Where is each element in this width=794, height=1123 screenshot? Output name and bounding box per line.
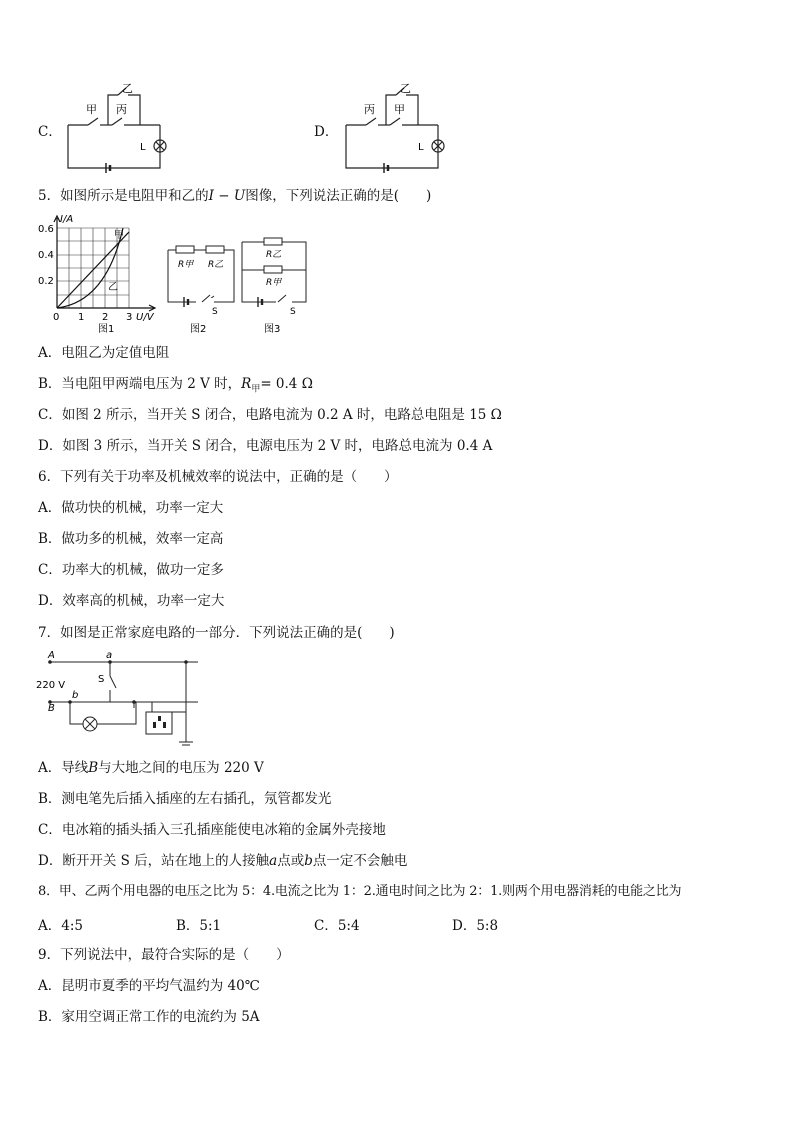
fig1-x-label: U/V <box>136 312 154 323</box>
fig1-curve-jia: 甲 <box>114 230 124 241</box>
q7-option-c: C．电冰箱的插头插入三孔插座能使电冰箱的金属外壳接地 <box>38 822 386 838</box>
wire-b-label: B <box>48 703 55 714</box>
fig1-x-tick: 3 <box>126 312 133 323</box>
q7-option-d-post: 点一定不会触电 <box>312 853 408 869</box>
fig1-y-tick: 0.2 <box>38 276 54 287</box>
fig3-r1: R乙 <box>266 250 282 260</box>
fig2-r1: R甲 <box>178 260 194 270</box>
q6-option-c: C．功率大的机械，做功一定多 <box>38 562 224 578</box>
q6-option-b: B．做功多的机械，效率一定高 <box>38 531 224 547</box>
q8-choice-a: A．4:5 <box>38 918 83 934</box>
q5-option-b-sub: 甲 <box>251 384 261 395</box>
fig1-caption: 图1 <box>98 324 115 335</box>
q7-stem: 7．如图是正常家庭电路的一部分．下列说法正确的是( ) <box>38 625 395 641</box>
q8-choice-d: D．5:8 <box>452 918 499 934</box>
q7-option-d-b: b <box>304 853 313 869</box>
q9-stem: 9．下列说法中，最符合实际的是（ ） <box>38 947 290 963</box>
q7-option-a-b: B <box>88 760 99 776</box>
label-yi: 乙 <box>122 82 133 95</box>
fig2-switch: S <box>212 307 218 317</box>
q5-option-a: A．电阻乙为定值电阻 <box>38 345 170 361</box>
fig2-r2: R乙 <box>208 260 224 270</box>
q5-fig2-circuit <box>164 236 244 336</box>
q6-option-a: A．做功快的机械，功率一定大 <box>38 500 224 516</box>
label-yi: 乙 <box>400 82 411 95</box>
fig1-curve-yi: 乙 <box>108 282 118 293</box>
label-bing: 丙 <box>364 103 375 116</box>
voltage-label: 220 V <box>36 680 66 691</box>
q5-option-b-r: R <box>241 376 252 392</box>
q7-option-d-mid: 点或 <box>277 853 305 869</box>
fig1-y-label: I/A <box>60 214 74 225</box>
q9-option-a: A．昆明市夏季的平均气温约为 40℃ <box>38 978 260 994</box>
q5-stem-iu: I − U <box>208 188 246 204</box>
q5-stem-pre: 5．如图所示是电阻甲和乙的 <box>38 188 209 204</box>
q5-option-b-post: = 0.4 Ω <box>260 376 313 392</box>
q5-option-b-pre: B．当电阻甲两端电压为 2 V 时， <box>38 376 242 392</box>
label-lamp: L <box>140 142 146 153</box>
q5-stem <box>38 187 431 205</box>
q8-choice-c: C．5:4 <box>314 918 360 934</box>
q7-option-a <box>38 759 264 777</box>
q4-option-d-label: D． <box>314 124 339 140</box>
point-b-label: b <box>72 690 79 701</box>
label-bing: 丙 <box>116 103 127 116</box>
q5-option-b <box>38 375 313 399</box>
q7-option-d-a: a <box>269 853 278 869</box>
fig1-y-tick: 0.4 <box>38 250 54 261</box>
q6-stem: 6．下列有关于功率及机械效率的说法中，正确的是（ ） <box>38 469 398 485</box>
label-jia: 甲 <box>394 103 405 116</box>
wire-a-label: A <box>48 650 55 661</box>
q7-option-a-post: 与大地之间的电压为 220 V <box>98 760 264 776</box>
q5-option-c: C．如图 2 所示，当开关 S 闭合，电路电流为 0.2 A 时，电路总电阻是 15 Ω <box>38 407 502 423</box>
q4-option-d-circuit <box>338 80 448 175</box>
q5-fig3-circuit <box>238 232 318 336</box>
fig3-switch: S <box>290 307 296 317</box>
q5-stem-post: 图像，下列说法正确的是( ) <box>245 188 432 204</box>
q7-option-b: B．测电笔先后插入插座的左右插孔，氖管都发光 <box>38 791 332 807</box>
q7-option-d <box>38 852 407 870</box>
q9-option-b: B．家用空调正常工作的电流约为 5A <box>38 1009 260 1025</box>
point-a-label: a <box>106 650 113 661</box>
fig1-x-tick: 1 <box>78 312 85 323</box>
q8-stem: 8．甲、乙两个用电器的电压之比为 5：4.电流之比为 1：2.通电时间之比为 2：1.则两个用电器消耗的电能之比为 <box>38 884 682 899</box>
fig1-y-tick: 0.6 <box>38 224 54 235</box>
label-jia: 甲 <box>86 103 97 116</box>
fig1-x-tick: 2 <box>102 312 109 323</box>
fig1-x-tick: 0 <box>53 312 60 323</box>
q8-choice-b: B．5:1 <box>176 918 222 934</box>
q7-household-circuit <box>36 648 206 748</box>
fig3-caption: 图3 <box>264 324 281 335</box>
fig3-r2: R甲 <box>266 278 282 288</box>
q4-option-c-circuit <box>60 80 170 175</box>
q4-option-c-label: C． <box>38 124 62 140</box>
q5-option-d: D．如图 3 所示，当开关 S 闭合，电源电压为 2 V 时，电路总电流为 0.4 A <box>38 438 493 454</box>
q7-option-d-pre: D．断开开关 S 后，站在地上的人接触 <box>38 853 270 869</box>
fig2-caption: 图2 <box>190 324 207 335</box>
switch-label: S <box>98 674 105 685</box>
label-lamp: L <box>418 142 424 153</box>
q6-option-d: D．效率高的机械，功率一定大 <box>38 593 225 609</box>
q5-fig1-graph <box>36 210 166 335</box>
q7-option-a-pre: A．导线 <box>38 760 89 776</box>
